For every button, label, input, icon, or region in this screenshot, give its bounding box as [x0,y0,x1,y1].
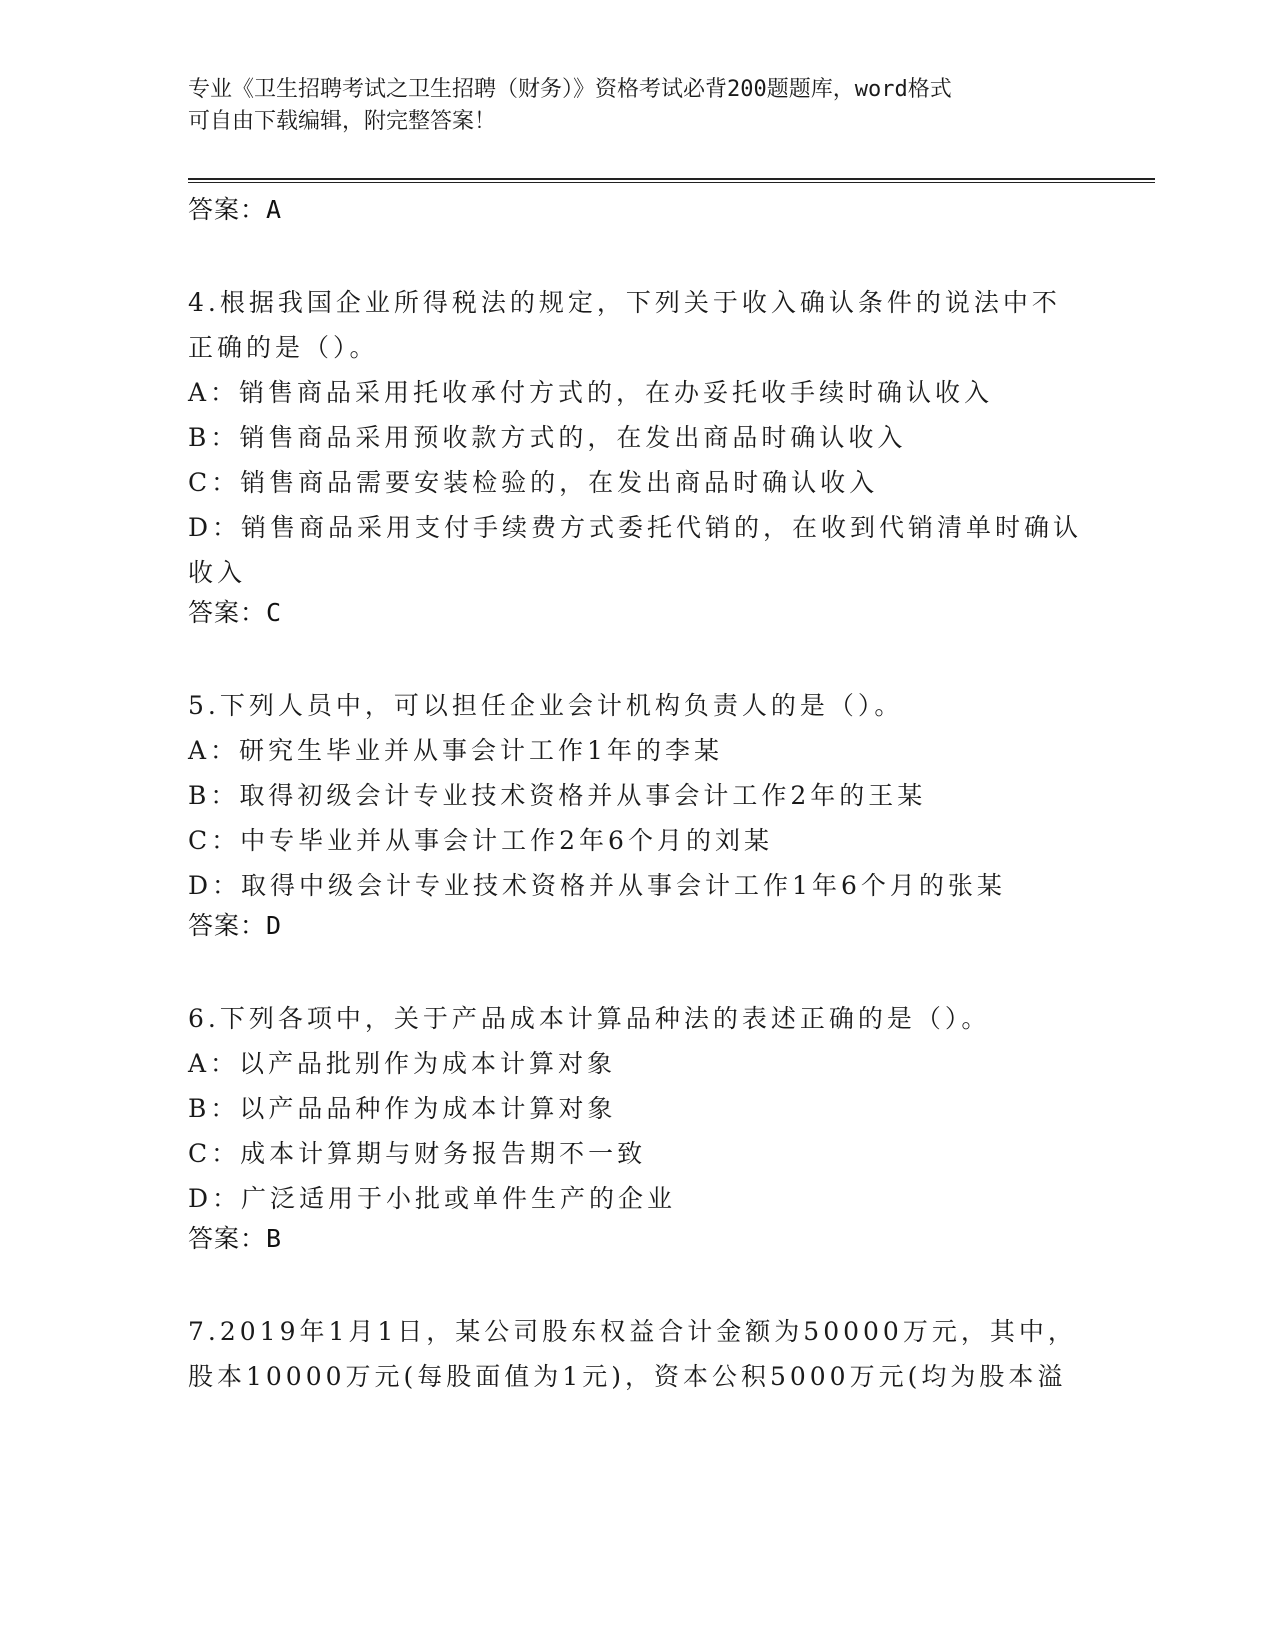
option-b: B：以产品品种作为成本计算对象 [188,1094,617,1123]
option-a: A：研究生毕业并从事会计工作1年的李某 [188,736,723,765]
option-a: A：以产品批别作为成本计算对象 [188,1049,617,1078]
question-6 [188,996,1088,1265]
option-b: B：销售商品采用预收款方式的，在发出商品时确认收入 [188,423,907,452]
option-d-continued: 收入 [188,558,247,587]
option-d: D：销售商品采用支付手续费方式委托代销的，在收到代销清单时确认 [188,513,1083,542]
option-c: C：中专毕业并从事会计工作2年6个月的刘某 [188,826,773,855]
answer-line: 答案：C [188,598,283,627]
question-4 [188,280,1088,639]
question-stem: 5.下列人员中，可以担任企业会计机构负责人的是（）。 [188,691,904,720]
question-list [188,192,1088,1399]
option-c: C：销售商品需要安装检验的，在发出商品时确认收入 [188,468,879,497]
question-stem: 4.根据我国企业所得税法的规定，下列关于收入确认条件的说法中不 [188,288,1061,317]
question-5 [188,683,1088,952]
header-divider [188,178,1155,183]
option-a: A：销售商品采用托收承付方式的，在办妥托收手续时确认收入 [188,378,994,407]
answer-line: 答案：B [188,1224,283,1253]
header-line-1: 专业《卫生招聘考试之卫生招聘（财务）》资格考试必背200题题库，word格式 [188,77,952,102]
question-stem: 股本10000万元(每股面值为1元)，资本公积5000万元(均为股本溢 [188,1362,1067,1391]
option-c: C：成本计算期与财务报告期不一致 [188,1139,647,1168]
question-stem: 6.下列各项中，关于产品成本计算品种法的表述正确的是（）。 [188,1004,991,1033]
option-b: B：取得初级会计专业技术资格并从事会计工作2年的王某 [188,781,927,810]
document-header [188,74,1088,138]
answer-line: 答案：D [188,911,283,940]
answer-line: 答案：A [188,195,283,224]
header-line-2: 可自由下载编辑，附完整答案！ [188,109,497,134]
option-d: D：广泛适用于小批或单件生产的企业 [188,1184,677,1213]
option-d: D：取得中级会计专业技术资格并从事会计工作1年6个月的张某 [188,871,1006,900]
question-stem: 正确的是（）。 [188,333,379,362]
question-stem: 7.2019年1月1日，某公司股东权益合计金额为50000万元，其中， [188,1317,1077,1346]
question-7 [188,1309,1088,1399]
